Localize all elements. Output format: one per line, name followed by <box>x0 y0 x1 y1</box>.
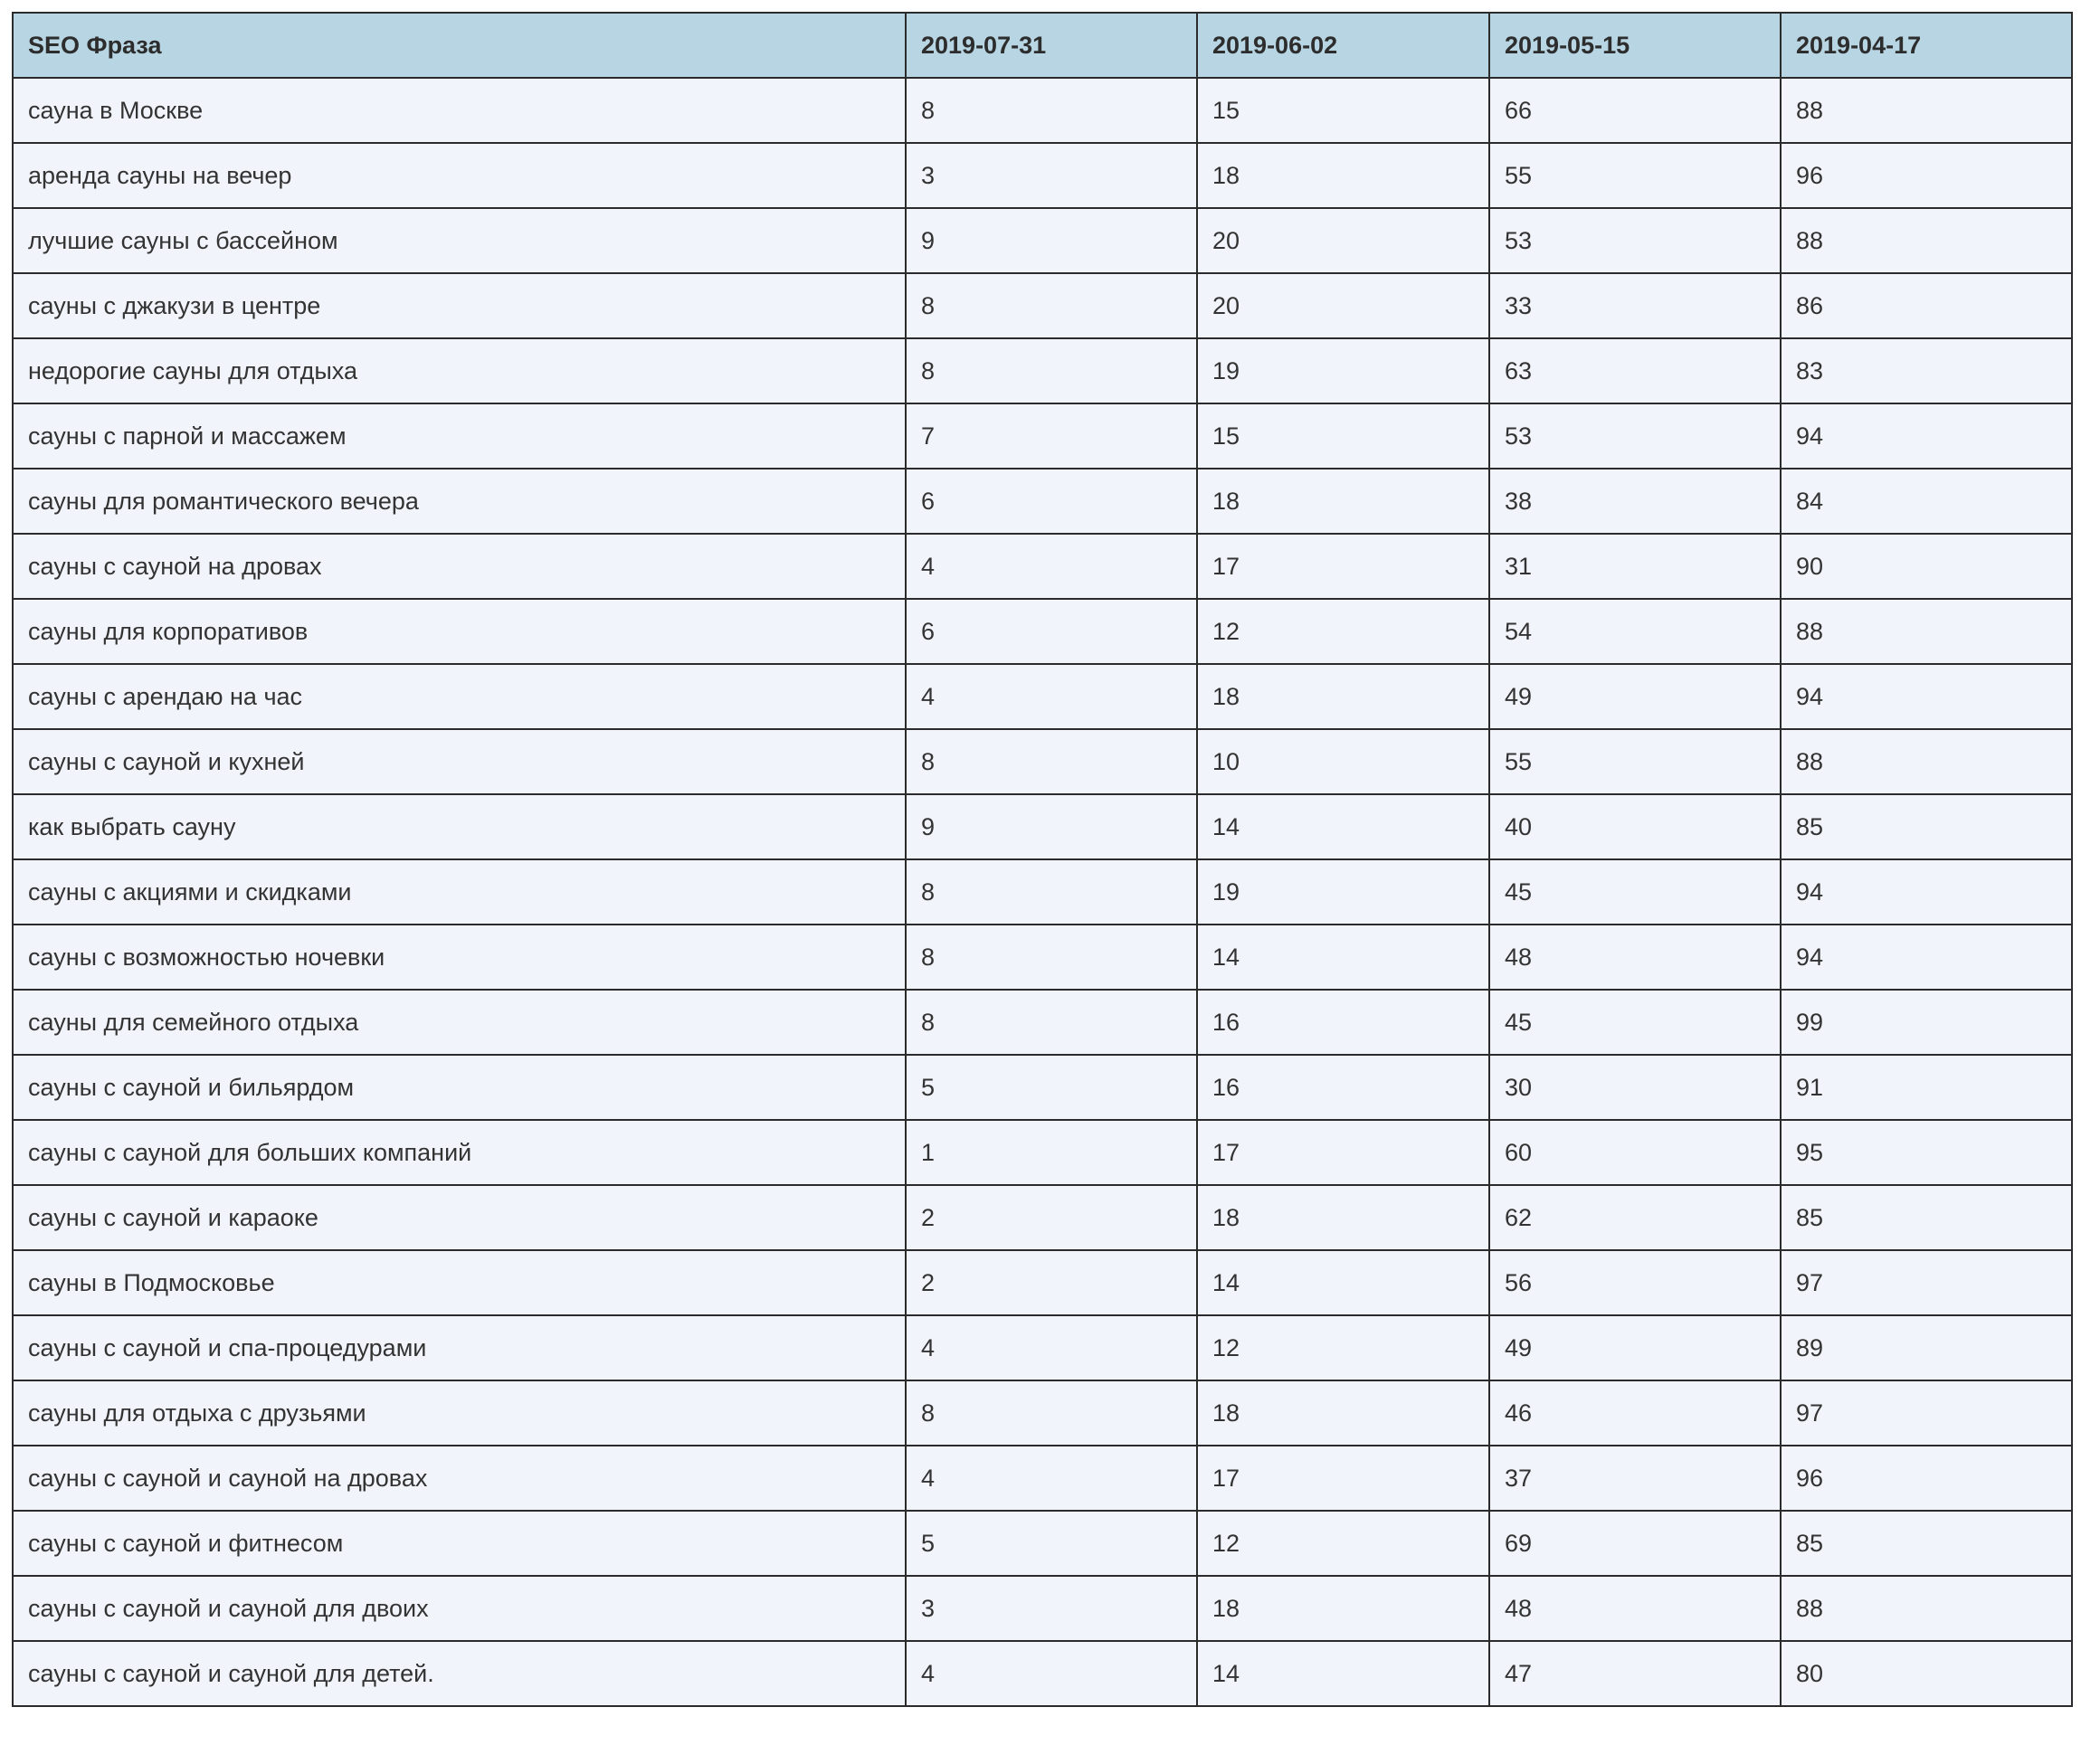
position-value-cell: 12 <box>1197 599 1489 664</box>
seo-phrase-cell: сауны с сауной и фитнесом <box>13 1511 906 1576</box>
position-value-cell: 4 <box>906 1641 1197 1706</box>
position-value-cell: 53 <box>1489 403 1781 469</box>
position-value-cell: 8 <box>906 78 1197 143</box>
position-value-cell: 30 <box>1489 1055 1781 1120</box>
position-value-cell: 94 <box>1781 403 2072 469</box>
position-value-cell: 8 <box>906 273 1197 338</box>
seo-phrase-cell: сауны с сауной для больших компаний <box>13 1120 906 1185</box>
table-row <box>13 599 2072 664</box>
position-value-cell: 12 <box>1197 1315 1489 1380</box>
table-header <box>13 13 2072 78</box>
position-value-cell: 14 <box>1197 925 1489 990</box>
seo-phrase-cell: сауны с парной и массажем <box>13 403 906 469</box>
position-value-cell: 88 <box>1781 78 2072 143</box>
position-value-cell: 8 <box>906 338 1197 403</box>
position-value-cell: 9 <box>906 208 1197 273</box>
position-value-cell: 14 <box>1197 794 1489 859</box>
seo-phrase-cell: аренда сауны на вечер <box>13 143 906 208</box>
seo-phrase-cell: сауны с сауной на дровах <box>13 534 906 599</box>
table-row <box>13 338 2072 403</box>
position-value-cell: 94 <box>1781 859 2072 925</box>
position-value-cell: 84 <box>1781 469 2072 534</box>
position-value-cell: 12 <box>1197 1511 1489 1576</box>
table-row <box>13 1641 2072 1706</box>
position-value-cell: 97 <box>1781 1380 2072 1446</box>
position-value-cell: 88 <box>1781 208 2072 273</box>
position-value-cell: 40 <box>1489 794 1781 859</box>
table-row <box>13 1511 2072 1576</box>
seo-phrase-cell: недорогие сауны для отдыха <box>13 338 906 403</box>
position-value-cell: 89 <box>1781 1315 2072 1380</box>
seo-phrase-cell: сауны в Подмосковье <box>13 1250 906 1315</box>
seo-phrase-cell: сауны с арендаю на час <box>13 664 906 729</box>
seo-phrase-cell: лучшие сауны с бассейном <box>13 208 906 273</box>
position-value-cell: 63 <box>1489 338 1781 403</box>
position-value-cell: 4 <box>906 534 1197 599</box>
position-value-cell: 17 <box>1197 1120 1489 1185</box>
position-value-cell: 88 <box>1781 1576 2072 1641</box>
table-row <box>13 78 2072 143</box>
position-value-cell: 96 <box>1781 143 2072 208</box>
position-value-cell: 15 <box>1197 78 1489 143</box>
header-row <box>13 13 2072 78</box>
seo-phrase-table <box>12 12 2073 1707</box>
position-value-cell: 8 <box>906 859 1197 925</box>
position-value-cell: 8 <box>906 990 1197 1055</box>
position-value-cell: 18 <box>1197 664 1489 729</box>
column-header-date: 2019-06-02 <box>1197 13 1489 78</box>
position-value-cell: 1 <box>906 1120 1197 1185</box>
position-value-cell: 49 <box>1489 1315 1781 1380</box>
table-row <box>13 664 2072 729</box>
position-value-cell: 5 <box>906 1511 1197 1576</box>
position-value-cell: 48 <box>1489 1576 1781 1641</box>
position-value-cell: 99 <box>1781 990 2072 1055</box>
position-value-cell: 45 <box>1489 859 1781 925</box>
position-value-cell: 46 <box>1489 1380 1781 1446</box>
position-value-cell: 62 <box>1489 1185 1781 1250</box>
position-value-cell: 94 <box>1781 925 2072 990</box>
position-value-cell: 54 <box>1489 599 1781 664</box>
seo-phrase-cell: сауны с сауной и кухней <box>13 729 906 794</box>
position-value-cell: 17 <box>1197 1446 1489 1511</box>
position-value-cell: 10 <box>1197 729 1489 794</box>
position-value-cell: 17 <box>1197 534 1489 599</box>
table-row <box>13 990 2072 1055</box>
table-row <box>13 273 2072 338</box>
seo-phrase-cell: сауны для романтического вечера <box>13 469 906 534</box>
table-row <box>13 534 2072 599</box>
position-value-cell: 20 <box>1197 208 1489 273</box>
position-value-cell: 53 <box>1489 208 1781 273</box>
position-value-cell: 60 <box>1489 1120 1781 1185</box>
table-row <box>13 859 2072 925</box>
position-value-cell: 94 <box>1781 664 2072 729</box>
seo-phrase-cell: сауны с сауной и сауной для детей. <box>13 1641 906 1706</box>
position-value-cell: 56 <box>1489 1250 1781 1315</box>
seo-phrase-cell: как выбрать сауну <box>13 794 906 859</box>
position-value-cell: 86 <box>1781 273 2072 338</box>
table-row <box>13 1446 2072 1511</box>
position-value-cell: 9 <box>906 794 1197 859</box>
seo-phrase-cell: сауна в Москве <box>13 78 906 143</box>
position-value-cell: 37 <box>1489 1446 1781 1511</box>
position-value-cell: 14 <box>1197 1250 1489 1315</box>
position-value-cell: 6 <box>906 469 1197 534</box>
position-value-cell: 8 <box>906 1380 1197 1446</box>
table-body <box>13 78 2072 1706</box>
table-row <box>13 1576 2072 1641</box>
seo-phrase-cell: сауны с сауной и спа-процедурами <box>13 1315 906 1380</box>
seo-phrase-cell: сауны с возможностью ночевки <box>13 925 906 990</box>
position-value-cell: 85 <box>1781 1185 2072 1250</box>
table-row <box>13 1250 2072 1315</box>
seo-phrase-cell: сауны с акциями и скидками <box>13 859 906 925</box>
position-value-cell: 8 <box>906 729 1197 794</box>
position-value-cell: 16 <box>1197 990 1489 1055</box>
table-row <box>13 1380 2072 1446</box>
seo-phrase-cell: сауны для семейного отдыха <box>13 990 906 1055</box>
position-value-cell: 18 <box>1197 1576 1489 1641</box>
position-value-cell: 14 <box>1197 1641 1489 1706</box>
seo-phrase-cell: сауны с джакузи в центре <box>13 273 906 338</box>
table-row <box>13 1315 2072 1380</box>
position-value-cell: 18 <box>1197 143 1489 208</box>
position-value-cell: 8 <box>906 925 1197 990</box>
position-value-cell: 96 <box>1781 1446 2072 1511</box>
position-value-cell: 4 <box>906 664 1197 729</box>
position-value-cell: 45 <box>1489 990 1781 1055</box>
seo-table-container <box>12 12 2071 1707</box>
position-value-cell: 2 <box>906 1185 1197 1250</box>
position-value-cell: 7 <box>906 403 1197 469</box>
position-value-cell: 85 <box>1781 1511 2072 1576</box>
position-value-cell: 16 <box>1197 1055 1489 1120</box>
position-value-cell: 85 <box>1781 794 2072 859</box>
table-row <box>13 925 2072 990</box>
column-header-date: 2019-05-15 <box>1489 13 1781 78</box>
position-value-cell: 15 <box>1197 403 1489 469</box>
position-value-cell: 6 <box>906 599 1197 664</box>
seo-phrase-cell: сауны с сауной и бильярдом <box>13 1055 906 1120</box>
position-value-cell: 4 <box>906 1446 1197 1511</box>
position-value-cell: 95 <box>1781 1120 2072 1185</box>
table-row <box>13 403 2072 469</box>
position-value-cell: 2 <box>906 1250 1197 1315</box>
position-value-cell: 33 <box>1489 273 1781 338</box>
position-value-cell: 83 <box>1781 338 2072 403</box>
position-value-cell: 38 <box>1489 469 1781 534</box>
position-value-cell: 88 <box>1781 729 2072 794</box>
position-value-cell: 31 <box>1489 534 1781 599</box>
position-value-cell: 55 <box>1489 143 1781 208</box>
seo-phrase-cell: сауны с сауной и сауной для двоих <box>13 1576 906 1641</box>
position-value-cell: 69 <box>1489 1511 1781 1576</box>
table-row <box>13 794 2072 859</box>
position-value-cell: 80 <box>1781 1641 2072 1706</box>
seo-phrase-cell: сауны с сауной и сауной на дровах <box>13 1446 906 1511</box>
seo-phrase-cell: сауны с сауной и караоке <box>13 1185 906 1250</box>
position-value-cell: 18 <box>1197 469 1489 534</box>
position-value-cell: 18 <box>1197 1380 1489 1446</box>
position-value-cell: 90 <box>1781 534 2072 599</box>
position-value-cell: 49 <box>1489 664 1781 729</box>
position-value-cell: 55 <box>1489 729 1781 794</box>
position-value-cell: 19 <box>1197 859 1489 925</box>
position-value-cell: 3 <box>906 1576 1197 1641</box>
table-row <box>13 1120 2072 1185</box>
position-value-cell: 5 <box>906 1055 1197 1120</box>
table-row <box>13 1055 2072 1120</box>
position-value-cell: 88 <box>1781 599 2072 664</box>
position-value-cell: 47 <box>1489 1641 1781 1706</box>
column-header-date: 2019-04-17 <box>1781 13 2072 78</box>
table-row <box>13 469 2072 534</box>
position-value-cell: 3 <box>906 143 1197 208</box>
seo-phrase-cell: сауны для отдыха с друзьями <box>13 1380 906 1446</box>
table-row <box>13 143 2072 208</box>
position-value-cell: 91 <box>1781 1055 2072 1120</box>
table-row <box>13 729 2072 794</box>
position-value-cell: 48 <box>1489 925 1781 990</box>
position-value-cell: 18 <box>1197 1185 1489 1250</box>
position-value-cell: 66 <box>1489 78 1781 143</box>
position-value-cell: 19 <box>1197 338 1489 403</box>
position-value-cell: 97 <box>1781 1250 2072 1315</box>
column-header-seo-phrase: SEO Фраза <box>13 13 906 78</box>
table-row <box>13 208 2072 273</box>
position-value-cell: 20 <box>1197 273 1489 338</box>
position-value-cell: 4 <box>906 1315 1197 1380</box>
column-header-date: 2019-07-31 <box>906 13 1197 78</box>
table-row <box>13 1185 2072 1250</box>
seo-phrase-cell: сауны для корпоративов <box>13 599 906 664</box>
